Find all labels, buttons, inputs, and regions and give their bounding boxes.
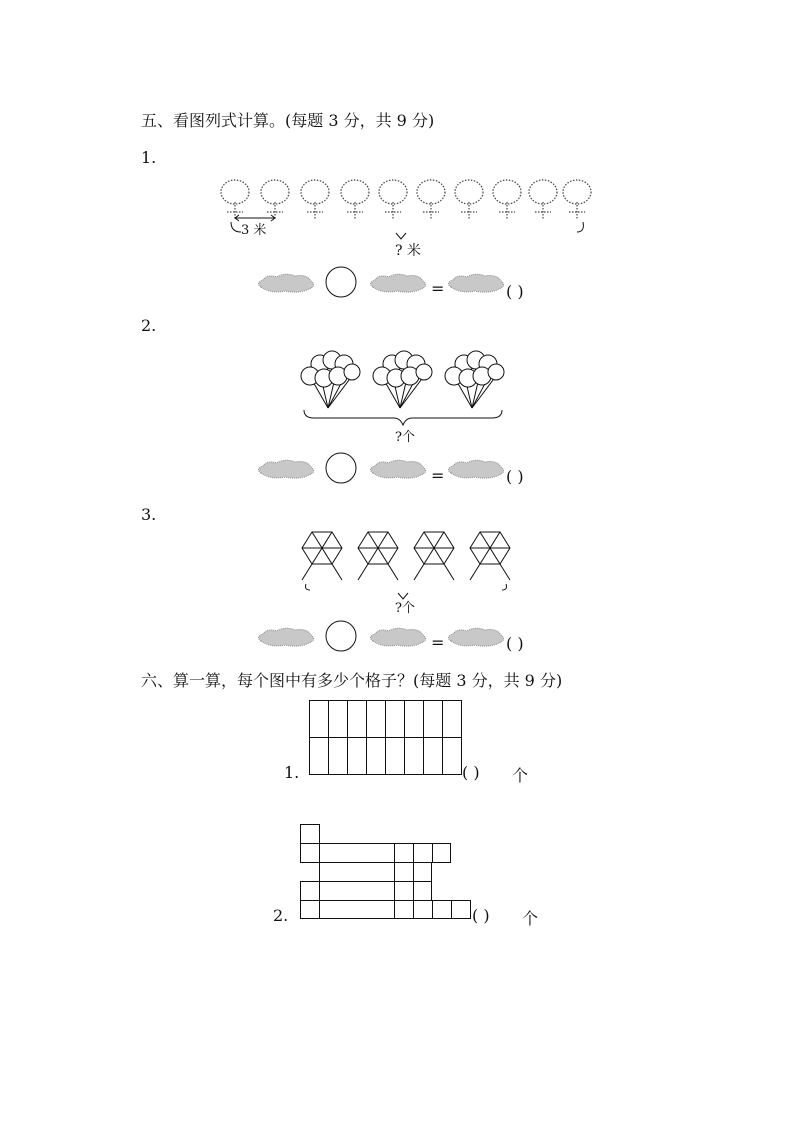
operator-circle <box>325 266 357 298</box>
q2-question-label: ?个 <box>395 430 415 445</box>
tree-icon <box>301 180 329 220</box>
q3-number: 3. <box>141 505 157 524</box>
answer-cloud-icon <box>255 272 317 294</box>
tree-icon <box>341 180 369 220</box>
total-brace <box>306 584 311 590</box>
answer-cloud-icon <box>445 458 507 480</box>
tree-icon <box>455 180 483 220</box>
answer-cloud-icon <box>255 458 317 480</box>
tree-icon <box>529 180 557 220</box>
tree-icon <box>221 180 249 220</box>
balloons-figure <box>298 348 508 426</box>
section6-heading: 六、算一算，每个图中有多少个格子？(每题 3 分，共 9 分) <box>141 671 563 690</box>
q3-question-label: ?个 <box>395 601 415 616</box>
hexagon-stick-icon <box>358 532 398 580</box>
tree-icon <box>417 180 445 220</box>
equals-sign: = <box>431 279 445 298</box>
balloon-bunch-icon <box>373 351 432 408</box>
q2-number: 2. <box>141 316 157 335</box>
answer-blank[interactable]: ( ) <box>462 763 480 782</box>
unit-label: 个 <box>522 909 539 928</box>
hexagon-stick-icon <box>302 532 342 580</box>
answer-blank[interactable]: ( ) <box>506 634 524 653</box>
balloon-bunch-icon <box>445 351 504 408</box>
hexagon-stick-icon <box>470 532 510 580</box>
answer-cloud-icon <box>367 626 429 648</box>
tree-icon <box>379 180 407 220</box>
q1-number: 1. <box>141 148 157 167</box>
answer-cloud-icon <box>367 272 429 294</box>
hexagon-stick-icon <box>414 532 454 580</box>
total-brace <box>231 222 241 232</box>
answer-cloud-icon <box>367 458 429 480</box>
grid-figure-1 <box>309 700 463 776</box>
brace-tip-icon <box>395 232 407 240</box>
operator-circle <box>325 452 357 484</box>
q1-question-label: ? 米 <box>395 243 421 259</box>
s6-q1-number: 1. <box>284 763 300 782</box>
equals-sign: = <box>431 466 445 485</box>
s6-q2-number: 2. <box>273 906 289 925</box>
answer-blank[interactable]: ( ) <box>506 282 524 301</box>
grid-figure-2 <box>300 824 472 920</box>
tree-icon <box>493 180 521 220</box>
answer-cloud-icon <box>445 626 507 648</box>
tree-icon <box>563 180 591 220</box>
section5-heading: 五、看图列式计算。(每题 3 分，共 9 分) <box>141 111 435 130</box>
answer-blank[interactable]: ( ) <box>472 906 490 925</box>
answer-cloud-icon <box>445 272 507 294</box>
balloon-bunch-icon <box>301 351 360 408</box>
unit-label: 个 <box>512 766 529 785</box>
distance-label: 3 米 <box>241 223 267 238</box>
operator-circle <box>325 620 357 652</box>
trees-figure <box>215 178 595 238</box>
answer-cloud-icon <box>255 626 317 648</box>
tree-icon <box>261 180 289 220</box>
answer-blank[interactable]: ( ) <box>506 467 524 486</box>
stick-shapes-figure <box>300 528 516 594</box>
total-brace <box>304 410 502 425</box>
equals-sign: = <box>431 633 445 652</box>
